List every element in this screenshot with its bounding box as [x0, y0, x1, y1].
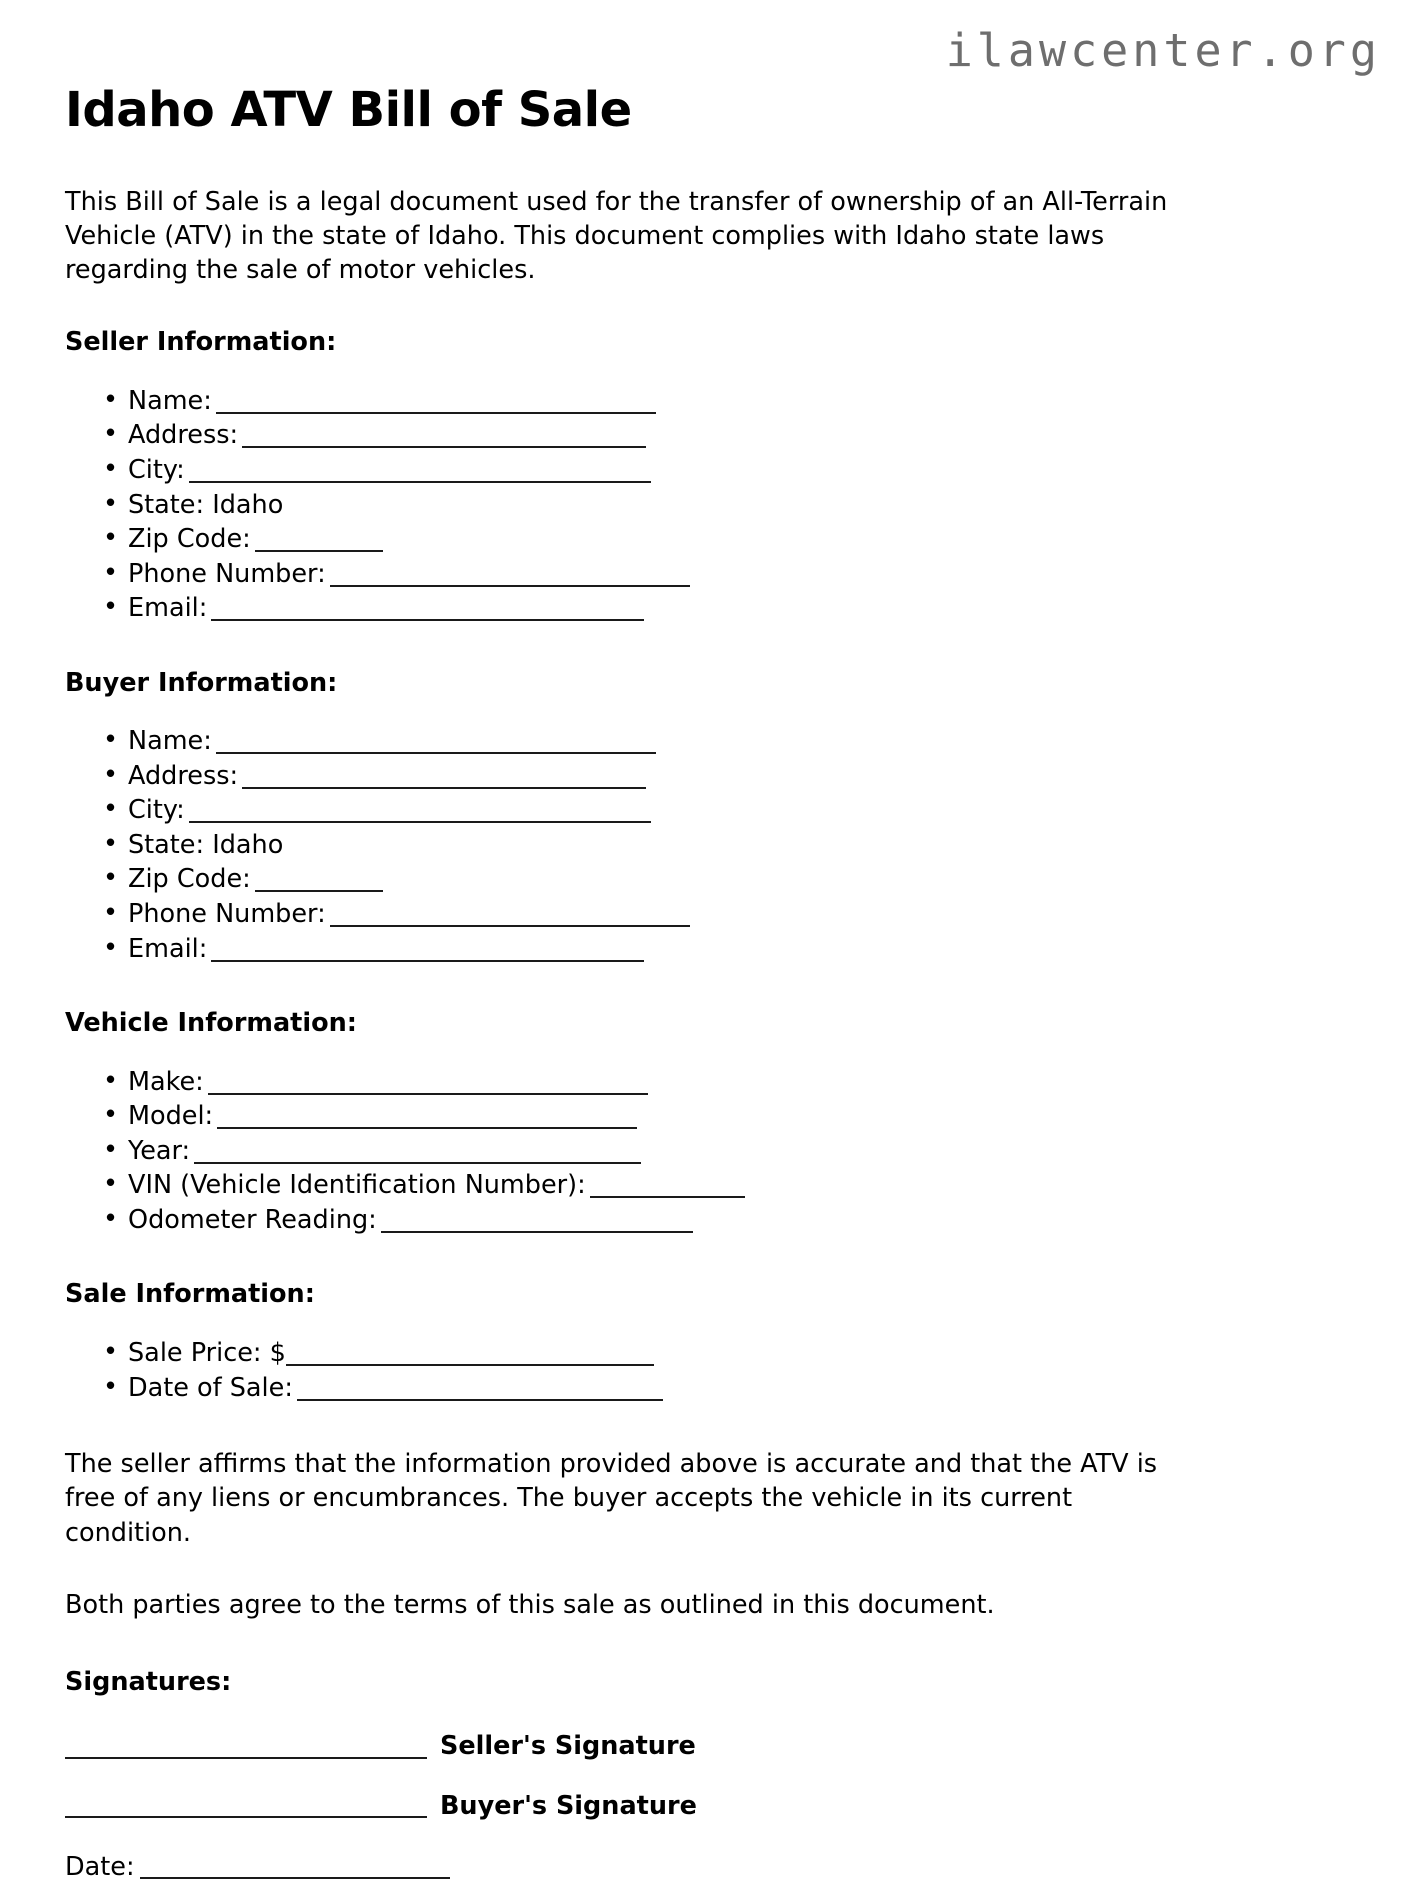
- list-item: [103, 557, 1205, 592]
- field-label: City:: [128, 454, 185, 485]
- field-blank-line[interactable]: [381, 1212, 693, 1233]
- field-blank-line[interactable]: [194, 1143, 641, 1164]
- field-label: Make:: [128, 1066, 204, 1097]
- field-label: Phone Number:: [128, 558, 326, 589]
- list-item: [103, 932, 1205, 967]
- list-item: [103, 488, 1205, 523]
- field-blank-line[interactable]: [255, 531, 383, 552]
- signature-rows: [65, 1731, 1205, 1821]
- list-item: [103, 522, 1205, 557]
- document-content: [65, 84, 1205, 1883]
- field-blank-line[interactable]: [255, 871, 383, 892]
- field-blank-line[interactable]: [189, 462, 651, 483]
- field-blank-line[interactable]: [211, 600, 644, 621]
- field-label: Odometer Reading:: [128, 1204, 377, 1235]
- signature-label: Seller's Signature: [440, 1731, 696, 1762]
- site-watermark: ilawcenter.org: [945, 24, 1381, 77]
- buyer-field-list: [65, 724, 1205, 966]
- signature-row: [65, 1790, 1205, 1821]
- list-item: [103, 1336, 1205, 1371]
- list-item: [103, 1168, 1205, 1203]
- field-value: Idaho: [204, 829, 284, 860]
- signature-blank-line[interactable]: [65, 1796, 427, 1818]
- field-label: Sale Price: $: [128, 1338, 286, 1369]
- list-item: [103, 1203, 1205, 1238]
- signature-row: [65, 1731, 1205, 1762]
- signatures-heading: Signatures:: [65, 1667, 232, 1698]
- field-label: Name:: [128, 385, 212, 416]
- field-blank-line[interactable]: [242, 427, 646, 448]
- list-item: [103, 724, 1205, 759]
- field-value: Idaho: [204, 489, 284, 520]
- list-item: [103, 1099, 1205, 1134]
- sale-field-list: [65, 1336, 1205, 1405]
- list-item: [103, 759, 1205, 794]
- field-blank-line[interactable]: [189, 802, 651, 823]
- field-blank-line[interactable]: [208, 1074, 648, 1095]
- page-title: Idaho ATV Bill of Sale: [65, 82, 632, 138]
- sale-section-heading: Sale Information:: [65, 1279, 315, 1310]
- field-label: Date of Sale:: [128, 1372, 293, 1403]
- date-label: Date:: [65, 1852, 135, 1883]
- buyer-section-heading: Buyer Information:: [65, 667, 338, 698]
- field-label: Email:: [128, 593, 208, 624]
- field-label: VIN (Vehicle Identification Number):: [128, 1170, 586, 1201]
- field-label: City:: [128, 795, 185, 826]
- affirmation-paragraph: The seller affirms that the information provided above is accurate and that the ATV is free of any liens or encumbrances. The buyer accepts the vehicle in its current condition.: [65, 1449, 1158, 1548]
- date-blank-line[interactable]: [140, 1859, 450, 1879]
- field-label: Phone Number:: [128, 899, 326, 930]
- signature-label: Buyer's Signature: [440, 1790, 697, 1821]
- field-label: Year:: [128, 1135, 191, 1166]
- field-blank-line[interactable]: [330, 906, 690, 927]
- field-label: Zip Code:: [128, 864, 251, 895]
- list-item: [103, 828, 1205, 863]
- list-item: [103, 1134, 1205, 1169]
- list-item: [103, 897, 1205, 932]
- field-label: Email:: [128, 933, 208, 964]
- field-blank-line[interactable]: [216, 733, 656, 754]
- field-label: Name:: [128, 726, 212, 757]
- field-label: Address:: [128, 760, 239, 791]
- field-blank-line[interactable]: [286, 1345, 654, 1366]
- list-item: [103, 793, 1205, 828]
- list-item: [103, 591, 1205, 626]
- seller-section-heading: Seller Information:: [65, 327, 337, 358]
- vehicle-section-heading: Vehicle Information:: [65, 1008, 357, 1039]
- agreement-paragraph: Both parties agree to the terms of this sale as outlined in this document.: [65, 1590, 995, 1621]
- field-label: State:: [128, 489, 205, 520]
- field-label: Address:: [128, 420, 239, 451]
- list-item: [103, 1065, 1205, 1100]
- field-label: Model:: [128, 1101, 214, 1132]
- list-item: [103, 862, 1205, 897]
- field-label: State:: [128, 829, 205, 860]
- signature-blank-line[interactable]: [65, 1737, 427, 1759]
- list-item: [103, 453, 1205, 488]
- field-blank-line[interactable]: [590, 1177, 745, 1198]
- field-blank-line[interactable]: [330, 566, 690, 587]
- field-blank-line[interactable]: [217, 1108, 637, 1129]
- field-blank-line[interactable]: [242, 768, 646, 789]
- intro-paragraph: This Bill of Sale is a legal document used for the transfer of ownership of an All-Terrain Vehicle (ATV) in the state of Idaho. This document complies with Idaho state laws regarding the sale of motor vehicles.: [65, 186, 1168, 286]
- field-label: Zip Code:: [128, 524, 251, 555]
- field-blank-line[interactable]: [211, 941, 644, 962]
- vehicle-field-list: [65, 1065, 1205, 1238]
- list-item: [103, 384, 1205, 419]
- seller-field-list: [65, 384, 1205, 626]
- list-item: [103, 1371, 1205, 1406]
- field-blank-line[interactable]: [216, 393, 656, 414]
- list-item: [103, 418, 1205, 453]
- field-blank-line[interactable]: [297, 1380, 663, 1401]
- date-row: [65, 1852, 1205, 1883]
